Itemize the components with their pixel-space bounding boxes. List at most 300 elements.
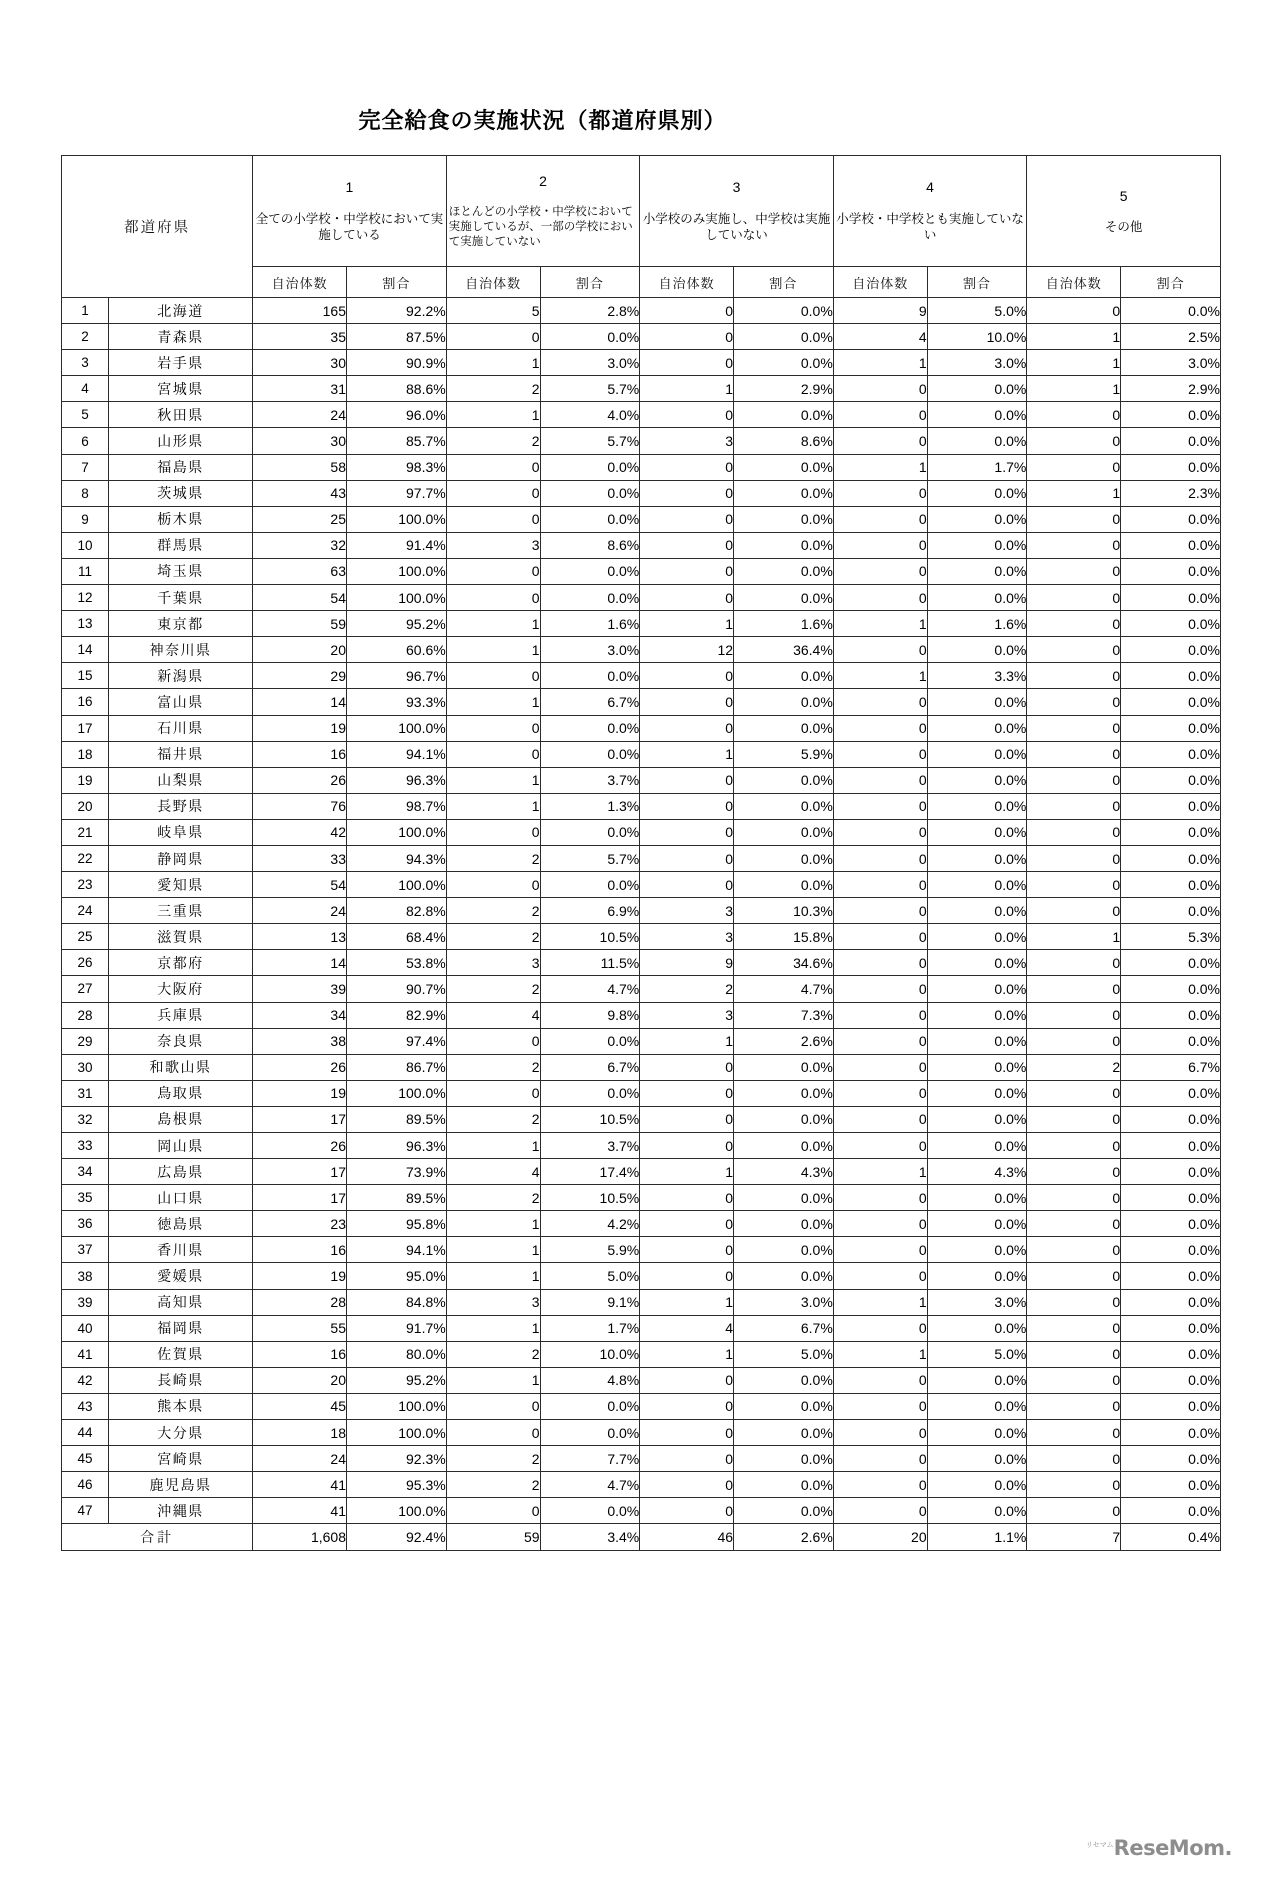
cell-ratio-1: 96.0% xyxy=(347,402,447,428)
cell-ratio-1: 90.9% xyxy=(347,350,447,376)
cell-count-3: 1 xyxy=(640,611,734,637)
cell-count-2: 0 xyxy=(446,663,540,689)
cell-count-4: 0 xyxy=(833,1446,927,1472)
cell-count-1: 14 xyxy=(253,950,347,976)
header-group-4 xyxy=(833,156,1027,267)
cell-ratio-3: 5.9% xyxy=(734,741,834,767)
cell-count-2: 3 xyxy=(446,950,540,976)
cell-count-5: 1 xyxy=(1027,350,1121,376)
cell-ratio-2: 9.1% xyxy=(540,1289,640,1315)
cell-ratio-3: 1.6% xyxy=(734,611,834,637)
cell-count-4: 0 xyxy=(833,1133,927,1159)
cell-count-5: 0 xyxy=(1027,1263,1121,1289)
cell-count-5: 0 xyxy=(1027,872,1121,898)
cell-count-4: 0 xyxy=(833,1080,927,1106)
cell-count-2: 0 xyxy=(446,585,540,611)
cell-count-1: 39 xyxy=(253,976,347,1002)
cell-count-5: 0 xyxy=(1027,663,1121,689)
cell-ratio-1: 95.2% xyxy=(347,1367,447,1393)
cell-count-2: 0 xyxy=(446,1498,540,1524)
table-row xyxy=(62,1080,1221,1106)
prefecture-name: 高知県 xyxy=(108,1289,252,1315)
cell-ratio-5: 0.0% xyxy=(1121,689,1221,715)
prefecture-name: 三重県 xyxy=(108,898,252,924)
cell-ratio-2: 0.0% xyxy=(540,558,640,584)
table-row xyxy=(62,1211,1221,1237)
cell-count-5: 0 xyxy=(1027,976,1121,1002)
cell-count-3: 0 xyxy=(640,767,734,793)
cell-count-1: 19 xyxy=(253,715,347,741)
cell-ratio-2: 6.9% xyxy=(540,898,640,924)
header-group-2-number: 2 xyxy=(539,173,547,190)
cell-ratio-3: 0.0% xyxy=(734,689,834,715)
row-index: 4 xyxy=(62,376,109,402)
cell-ratio-3: 10.3% xyxy=(734,898,834,924)
table-row xyxy=(62,1446,1221,1472)
header-prefecture: 都道府県 xyxy=(62,156,253,298)
cell-count-3: 12 xyxy=(640,637,734,663)
table-row xyxy=(62,689,1221,715)
cell-ratio-5: 0.0% xyxy=(1121,1159,1221,1185)
cell-ratio-5: 0.0% xyxy=(1121,663,1221,689)
watermark-text: ReseMom. xyxy=(1113,1836,1232,1860)
cell-count-3: 9 xyxy=(640,950,734,976)
table-row xyxy=(62,1237,1221,1263)
row-index: 38 xyxy=(62,1263,109,1289)
cell-count-5: 0 xyxy=(1027,767,1121,793)
prefecture-name: 山形県 xyxy=(108,428,252,454)
cell-ratio-2: 8.6% xyxy=(540,532,640,558)
cell-count-2: 2 xyxy=(446,924,540,950)
cell-count-1: 30 xyxy=(253,428,347,454)
total-cell-ratio-2: 3.4% xyxy=(540,1524,640,1550)
cell-count-3: 0 xyxy=(640,1185,734,1211)
total-cell-ratio-4: 1.1% xyxy=(927,1524,1027,1550)
cell-count-1: 24 xyxy=(253,1446,347,1472)
cell-ratio-5: 0.0% xyxy=(1121,1211,1221,1237)
cell-count-2: 1 xyxy=(446,611,540,637)
cell-ratio-4: 0.0% xyxy=(927,793,1027,819)
cell-ratio-3: 3.0% xyxy=(734,1289,834,1315)
cell-ratio-1: 100.0% xyxy=(347,715,447,741)
cell-count-2: 0 xyxy=(446,506,540,532)
table-row xyxy=(62,480,1221,506)
table-row xyxy=(62,1263,1221,1289)
header-group-2 xyxy=(446,156,640,267)
cell-count-2: 0 xyxy=(446,1028,540,1054)
row-index: 32 xyxy=(62,1106,109,1132)
cell-ratio-4: 0.0% xyxy=(927,741,1027,767)
cell-ratio-1: 96.3% xyxy=(347,1133,447,1159)
cell-ratio-3: 0.0% xyxy=(734,506,834,532)
header-group-3-desc: 小学校のみ実施し、中学校は実施していない xyxy=(642,211,831,243)
cell-count-4: 0 xyxy=(833,715,927,741)
cell-count-5: 0 xyxy=(1027,1498,1121,1524)
table-row xyxy=(62,324,1221,350)
cell-ratio-2: 0.0% xyxy=(540,819,640,845)
table-row xyxy=(62,1002,1221,1028)
cell-count-1: 24 xyxy=(253,898,347,924)
total-cell-count-4: 20 xyxy=(833,1524,927,1550)
cell-ratio-2: 0.0% xyxy=(540,1420,640,1446)
cell-count-3: 1 xyxy=(640,1289,734,1315)
prefecture-name: 栃木県 xyxy=(108,506,252,532)
cell-ratio-4: 0.0% xyxy=(927,1080,1027,1106)
prefecture-name: 青森県 xyxy=(108,324,252,350)
table-row xyxy=(62,1106,1221,1132)
cell-ratio-2: 0.0% xyxy=(540,585,640,611)
cell-ratio-2: 5.7% xyxy=(540,845,640,871)
cell-count-2: 0 xyxy=(446,454,540,480)
cell-count-1: 58 xyxy=(253,454,347,480)
row-index: 46 xyxy=(62,1472,109,1498)
cell-count-4: 0 xyxy=(833,741,927,767)
table-row xyxy=(62,1472,1221,1498)
cell-ratio-4: 0.0% xyxy=(927,1237,1027,1263)
cell-count-5: 0 xyxy=(1027,428,1121,454)
cell-count-2: 0 xyxy=(446,715,540,741)
row-index: 7 xyxy=(62,454,109,480)
cell-count-3: 0 xyxy=(640,454,734,480)
subheader-ratio-4: 割合 xyxy=(927,267,1027,298)
cell-ratio-1: 84.8% xyxy=(347,1289,447,1315)
cell-ratio-2: 0.0% xyxy=(540,1028,640,1054)
cell-ratio-2: 17.4% xyxy=(540,1159,640,1185)
cell-count-3: 3 xyxy=(640,428,734,454)
cell-ratio-3: 0.0% xyxy=(734,585,834,611)
cell-ratio-3: 0.0% xyxy=(734,715,834,741)
cell-ratio-4: 0.0% xyxy=(927,1054,1027,1080)
cell-count-5: 0 xyxy=(1027,1159,1121,1185)
cell-count-3: 1 xyxy=(640,1028,734,1054)
row-index: 11 xyxy=(62,558,109,584)
table-row xyxy=(62,376,1221,402)
cell-ratio-4: 0.0% xyxy=(927,819,1027,845)
total-cell-count-2: 59 xyxy=(446,1524,540,1550)
cell-count-3: 0 xyxy=(640,1133,734,1159)
cell-ratio-2: 1.7% xyxy=(540,1315,640,1341)
cell-ratio-1: 100.0% xyxy=(347,558,447,584)
row-index: 16 xyxy=(62,689,109,715)
row-index: 23 xyxy=(62,872,109,898)
row-index: 25 xyxy=(62,924,109,950)
cell-count-1: 17 xyxy=(253,1106,347,1132)
cell-count-2: 1 xyxy=(446,793,540,819)
cell-count-3: 0 xyxy=(640,1446,734,1472)
table-row xyxy=(62,611,1221,637)
cell-ratio-4: 0.0% xyxy=(927,1420,1027,1446)
table-row xyxy=(62,767,1221,793)
prefecture-name: 群馬県 xyxy=(108,532,252,558)
cell-count-4: 0 xyxy=(833,1367,927,1393)
cell-count-1: 17 xyxy=(253,1159,347,1185)
cell-ratio-4: 10.0% xyxy=(927,324,1027,350)
cell-ratio-1: 60.6% xyxy=(347,637,447,663)
table-row xyxy=(62,1393,1221,1419)
prefecture-name: 徳島県 xyxy=(108,1211,252,1237)
table-row xyxy=(62,845,1221,871)
cell-count-5: 0 xyxy=(1027,1211,1121,1237)
cell-ratio-1: 100.0% xyxy=(347,1498,447,1524)
table-row xyxy=(62,1028,1221,1054)
cell-count-1: 30 xyxy=(253,350,347,376)
cell-count-3: 0 xyxy=(640,793,734,819)
cell-count-3: 0 xyxy=(640,1080,734,1106)
cell-ratio-3: 0.0% xyxy=(734,1420,834,1446)
cell-count-2: 2 xyxy=(446,428,540,454)
total-cell-ratio-1: 92.4% xyxy=(347,1524,447,1550)
cell-count-3: 3 xyxy=(640,898,734,924)
cell-ratio-1: 87.5% xyxy=(347,324,447,350)
cell-count-5: 0 xyxy=(1027,1002,1121,1028)
row-index: 19 xyxy=(62,767,109,793)
prefecture-name: 兵庫県 xyxy=(108,1002,252,1028)
cell-ratio-1: 100.0% xyxy=(347,819,447,845)
cell-count-1: 18 xyxy=(253,1420,347,1446)
table-row xyxy=(62,1289,1221,1315)
prefecture-name: 秋田県 xyxy=(108,402,252,428)
cell-count-1: 41 xyxy=(253,1498,347,1524)
cell-count-1: 26 xyxy=(253,767,347,793)
row-index: 36 xyxy=(62,1211,109,1237)
cell-ratio-1: 85.7% xyxy=(347,428,447,454)
header-group-1-desc: 全ての小学校・中学校において実施している xyxy=(255,211,444,243)
cell-ratio-1: 89.5% xyxy=(347,1106,447,1132)
cell-ratio-2: 3.7% xyxy=(540,1133,640,1159)
row-index: 42 xyxy=(62,1367,109,1393)
cell-ratio-2: 4.8% xyxy=(540,1367,640,1393)
cell-ratio-4: 0.0% xyxy=(927,506,1027,532)
cell-ratio-3: 2.6% xyxy=(734,1028,834,1054)
cell-count-4: 0 xyxy=(833,506,927,532)
prefecture-name: 岐阜県 xyxy=(108,819,252,845)
cell-ratio-5: 0.0% xyxy=(1121,454,1221,480)
cell-ratio-4: 0.0% xyxy=(927,950,1027,976)
cell-count-2: 1 xyxy=(446,1211,540,1237)
row-index: 10 xyxy=(62,532,109,558)
cell-ratio-3: 0.0% xyxy=(734,1367,834,1393)
cell-count-3: 0 xyxy=(640,506,734,532)
cell-count-1: 38 xyxy=(253,1028,347,1054)
cell-ratio-2: 10.5% xyxy=(540,1185,640,1211)
cell-count-1: 54 xyxy=(253,872,347,898)
row-index: 47 xyxy=(62,1498,109,1524)
cell-ratio-5: 0.0% xyxy=(1121,1446,1221,1472)
row-index: 39 xyxy=(62,1289,109,1315)
row-index: 20 xyxy=(62,793,109,819)
table-row xyxy=(62,741,1221,767)
cell-ratio-4: 0.0% xyxy=(927,1446,1027,1472)
cell-count-2: 5 xyxy=(446,298,540,324)
cell-count-5: 0 xyxy=(1027,1080,1121,1106)
cell-count-5: 0 xyxy=(1027,1393,1121,1419)
row-index: 35 xyxy=(62,1185,109,1211)
cell-count-3: 0 xyxy=(640,1420,734,1446)
cell-count-1: 24 xyxy=(253,402,347,428)
subheader-count-2: 自治体数 xyxy=(446,267,540,298)
cell-ratio-1: 89.5% xyxy=(347,1185,447,1211)
cell-ratio-1: 88.6% xyxy=(347,376,447,402)
cell-ratio-4: 0.0% xyxy=(927,1211,1027,1237)
cell-ratio-5: 0.0% xyxy=(1121,767,1221,793)
table-row xyxy=(62,1159,1221,1185)
cell-ratio-5: 0.0% xyxy=(1121,428,1221,454)
cell-ratio-3: 0.0% xyxy=(734,1446,834,1472)
row-index: 43 xyxy=(62,1393,109,1419)
cell-count-1: 34 xyxy=(253,1002,347,1028)
cell-ratio-5: 0.0% xyxy=(1121,1263,1221,1289)
table-row xyxy=(62,1498,1221,1524)
cell-ratio-1: 91.4% xyxy=(347,532,447,558)
cell-count-2: 2 xyxy=(446,1446,540,1472)
cell-count-4: 0 xyxy=(833,1393,927,1419)
cell-ratio-4: 0.0% xyxy=(927,1498,1027,1524)
cell-count-3: 1 xyxy=(640,376,734,402)
cell-ratio-1: 100.0% xyxy=(347,872,447,898)
cell-ratio-5: 0.0% xyxy=(1121,950,1221,976)
cell-count-3: 3 xyxy=(640,924,734,950)
table-row xyxy=(62,898,1221,924)
row-index: 31 xyxy=(62,1080,109,1106)
cell-ratio-5: 0.0% xyxy=(1121,1080,1221,1106)
cell-count-5: 0 xyxy=(1027,1289,1121,1315)
cell-ratio-3: 0.0% xyxy=(734,324,834,350)
table-row xyxy=(62,1341,1221,1367)
header-group-row xyxy=(62,156,1221,267)
table-row xyxy=(62,1185,1221,1211)
row-index: 24 xyxy=(62,898,109,924)
cell-ratio-2: 11.5% xyxy=(540,950,640,976)
cell-count-2: 0 xyxy=(446,324,540,350)
prefecture-name: 北海道 xyxy=(108,298,252,324)
cell-ratio-5: 0.0% xyxy=(1121,1106,1221,1132)
prefecture-name: 宮崎県 xyxy=(108,1446,252,1472)
cell-count-2: 2 xyxy=(446,845,540,871)
prefecture-name: 茨城県 xyxy=(108,480,252,506)
cell-count-2: 0 xyxy=(446,741,540,767)
cell-ratio-3: 0.0% xyxy=(734,1106,834,1132)
cell-ratio-1: 90.7% xyxy=(347,976,447,1002)
cell-count-4: 1 xyxy=(833,611,927,637)
cell-ratio-3: 0.0% xyxy=(734,1133,834,1159)
cell-ratio-4: 0.0% xyxy=(927,1393,1027,1419)
row-index: 14 xyxy=(62,637,109,663)
header-group-5-desc: その他 xyxy=(1104,219,1143,234)
cell-count-4: 0 xyxy=(833,376,927,402)
table-row xyxy=(62,585,1221,611)
prefecture-name: 香川県 xyxy=(108,1237,252,1263)
cell-count-5: 0 xyxy=(1027,298,1121,324)
cell-count-3: 0 xyxy=(640,689,734,715)
prefecture-name: 石川県 xyxy=(108,715,252,741)
prefecture-name: 新潟県 xyxy=(108,663,252,689)
cell-count-4: 0 xyxy=(833,637,927,663)
cell-ratio-4: 5.0% xyxy=(927,298,1027,324)
cell-count-1: 32 xyxy=(253,532,347,558)
cell-count-2: 1 xyxy=(446,637,540,663)
cell-ratio-4: 0.0% xyxy=(927,1002,1027,1028)
prefecture-name: 滋賀県 xyxy=(108,924,252,950)
row-index: 30 xyxy=(62,1054,109,1080)
cell-ratio-5: 0.0% xyxy=(1121,1341,1221,1367)
cell-ratio-3: 4.3% xyxy=(734,1159,834,1185)
cell-count-3: 0 xyxy=(640,1237,734,1263)
cell-count-1: 16 xyxy=(253,1341,347,1367)
cell-count-2: 1 xyxy=(446,1367,540,1393)
cell-count-5: 0 xyxy=(1027,950,1121,976)
cell-ratio-4: 0.0% xyxy=(927,1367,1027,1393)
cell-count-1: 55 xyxy=(253,1315,347,1341)
cell-count-5: 0 xyxy=(1027,1106,1121,1132)
prefecture-name: 富山県 xyxy=(108,689,252,715)
cell-count-4: 1 xyxy=(833,1159,927,1185)
cell-count-1: 31 xyxy=(253,376,347,402)
cell-count-1: 41 xyxy=(253,1472,347,1498)
cell-count-2: 0 xyxy=(446,480,540,506)
cell-ratio-2: 10.0% xyxy=(540,1341,640,1367)
cell-count-5: 2 xyxy=(1027,1054,1121,1080)
cell-ratio-1: 94.1% xyxy=(347,1237,447,1263)
prefecture-name: 島根県 xyxy=(108,1106,252,1132)
cell-count-5: 0 xyxy=(1027,454,1121,480)
cell-ratio-3: 0.0% xyxy=(734,532,834,558)
cell-ratio-5: 2.5% xyxy=(1121,324,1221,350)
cell-ratio-4: 3.0% xyxy=(927,350,1027,376)
cell-count-5: 0 xyxy=(1027,1028,1121,1054)
cell-count-4: 0 xyxy=(833,1420,927,1446)
prefecture-name: 京都府 xyxy=(108,950,252,976)
cell-ratio-4: 5.0% xyxy=(927,1341,1027,1367)
cell-count-3: 0 xyxy=(640,480,734,506)
table-row xyxy=(62,637,1221,663)
cell-ratio-2: 10.5% xyxy=(540,924,640,950)
cell-count-2: 0 xyxy=(446,872,540,898)
cell-count-1: 165 xyxy=(253,298,347,324)
cell-count-4: 0 xyxy=(833,924,927,950)
cell-ratio-1: 82.8% xyxy=(347,898,447,924)
cell-ratio-3: 0.0% xyxy=(734,1498,834,1524)
row-index: 1 xyxy=(62,298,109,324)
cell-count-5: 0 xyxy=(1027,585,1121,611)
subheader-ratio-1: 割合 xyxy=(347,267,447,298)
cell-ratio-2: 6.7% xyxy=(540,1054,640,1080)
cell-count-2: 1 xyxy=(446,1237,540,1263)
cell-count-1: 19 xyxy=(253,1080,347,1106)
cell-count-2: 1 xyxy=(446,1263,540,1289)
table-row xyxy=(62,1315,1221,1341)
cell-ratio-5: 3.0% xyxy=(1121,350,1221,376)
cell-count-5: 0 xyxy=(1027,1133,1121,1159)
cell-count-2: 0 xyxy=(446,558,540,584)
row-index: 2 xyxy=(62,324,109,350)
cell-count-4: 1 xyxy=(833,1289,927,1315)
cell-ratio-4: 0.0% xyxy=(927,872,1027,898)
cell-ratio-4: 1.6% xyxy=(927,611,1027,637)
prefecture-name: 福岡県 xyxy=(108,1315,252,1341)
cell-ratio-2: 3.0% xyxy=(540,350,640,376)
cell-ratio-1: 100.0% xyxy=(347,1080,447,1106)
prefecture-name: 佐賀県 xyxy=(108,1341,252,1367)
cell-count-4: 0 xyxy=(833,898,927,924)
cell-ratio-2: 0.0% xyxy=(540,1080,640,1106)
cell-ratio-3: 8.6% xyxy=(734,428,834,454)
cell-ratio-3: 0.0% xyxy=(734,1211,834,1237)
cell-ratio-1: 100.0% xyxy=(347,1420,447,1446)
total-row xyxy=(62,1524,1221,1550)
cell-count-4: 0 xyxy=(833,1211,927,1237)
cell-count-1: 42 xyxy=(253,819,347,845)
cell-count-3: 0 xyxy=(640,819,734,845)
